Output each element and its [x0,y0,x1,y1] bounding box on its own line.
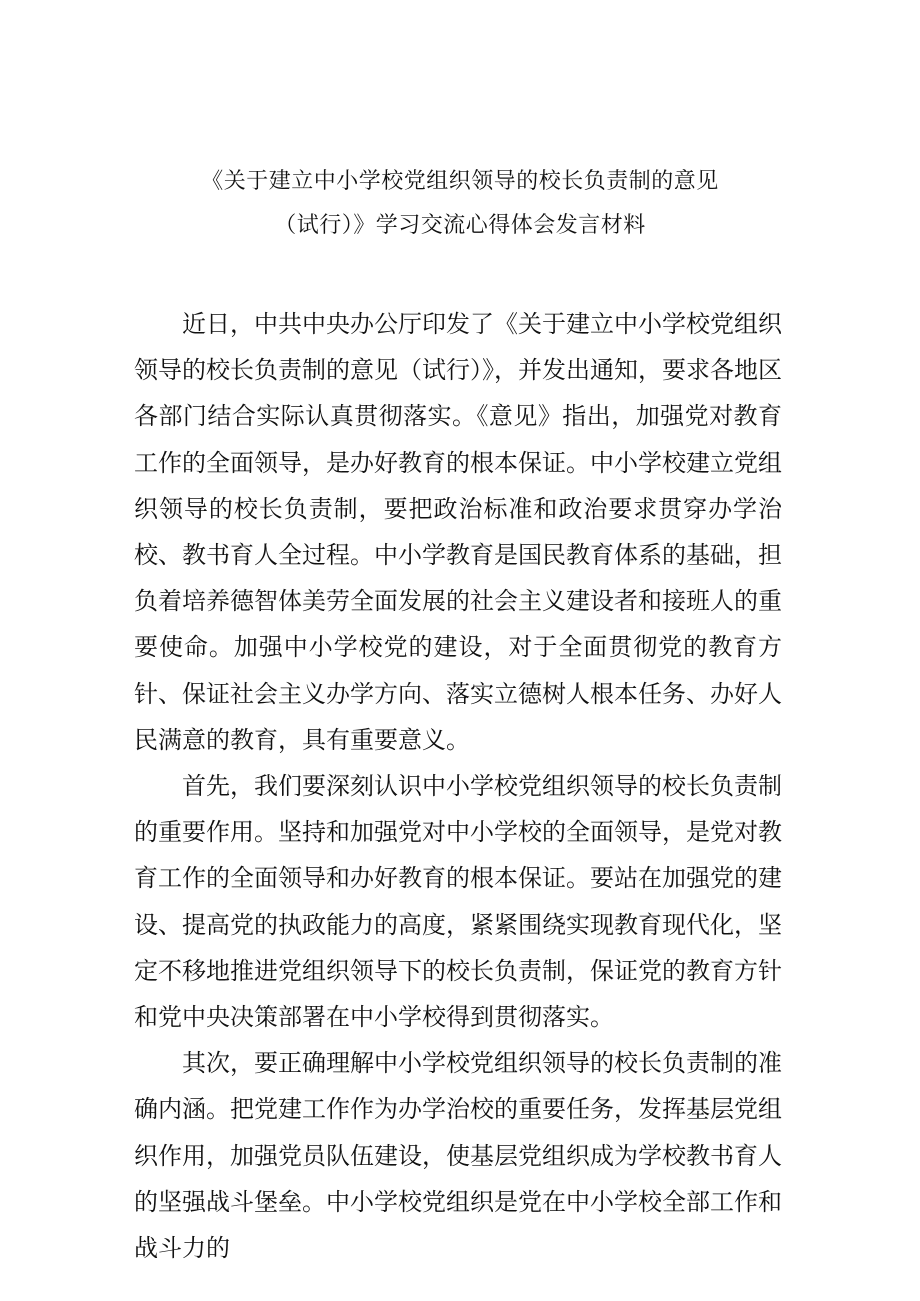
document-title-line-2: （试行）》学习交流心得体会发言材料 [274,213,646,238]
document-body [134,301,782,1271]
paragraph-second-point: 其次，要正确理解中小学校党组织领导的校长负责制的准确内涵。把党建工作作为办学治校的重要任务，发挥基层党组织作用，加强党员队伍建设，使基层党组织成为学校教书育人的坚强战斗堡垒。中小学校党组织是党在中小学校全部工作和战斗力的 [134,1049,782,1263]
paragraph-introduction: 近日，中共中央办公厅印发了《关于建立中小学校党组织领导的校长负责制的意见（试行）》，并发出通知，要求各地区各部门结合实际认真贯彻落实。《意见》指出，加强党对教育工作的全面领导，是办好教育的根本保证。中小学校建立党组织领导的校长负责制，要把政治标准和政治要求贯穿办学治校、教书育人全过程。中小学教育是国民教育体系的基础，担负着培养德智体美劳全面发展的社会主义建设者和接班人的重要使命。加强中小学校党的建设，对于全面贯彻党的教育方针、保证社会主义办学方向、落实立德树人根本任务、办好人民满意的教育，具有重要意义。 [134,310,782,754]
paragraph-first-point: 首先，我们要深刻认识中小学校党组织领导的校长负责制的重要作用。坚持和加强党对中小学校的全面领导，是党对教育工作的全面领导和办好教育的根本保证。要站在加强党的建设、提高党的执政能力的高度，紧紧围绕实现教育现代化，坚定不移地推进党组织领导下的校长负责制，保证党的教育方针和党中央决策部署在中小学校得到贯彻落实。 [134,772,782,1032]
document-title-line-1: 《关于建立中小学校党组织领导的校长负责制的意见 [201,169,719,194]
